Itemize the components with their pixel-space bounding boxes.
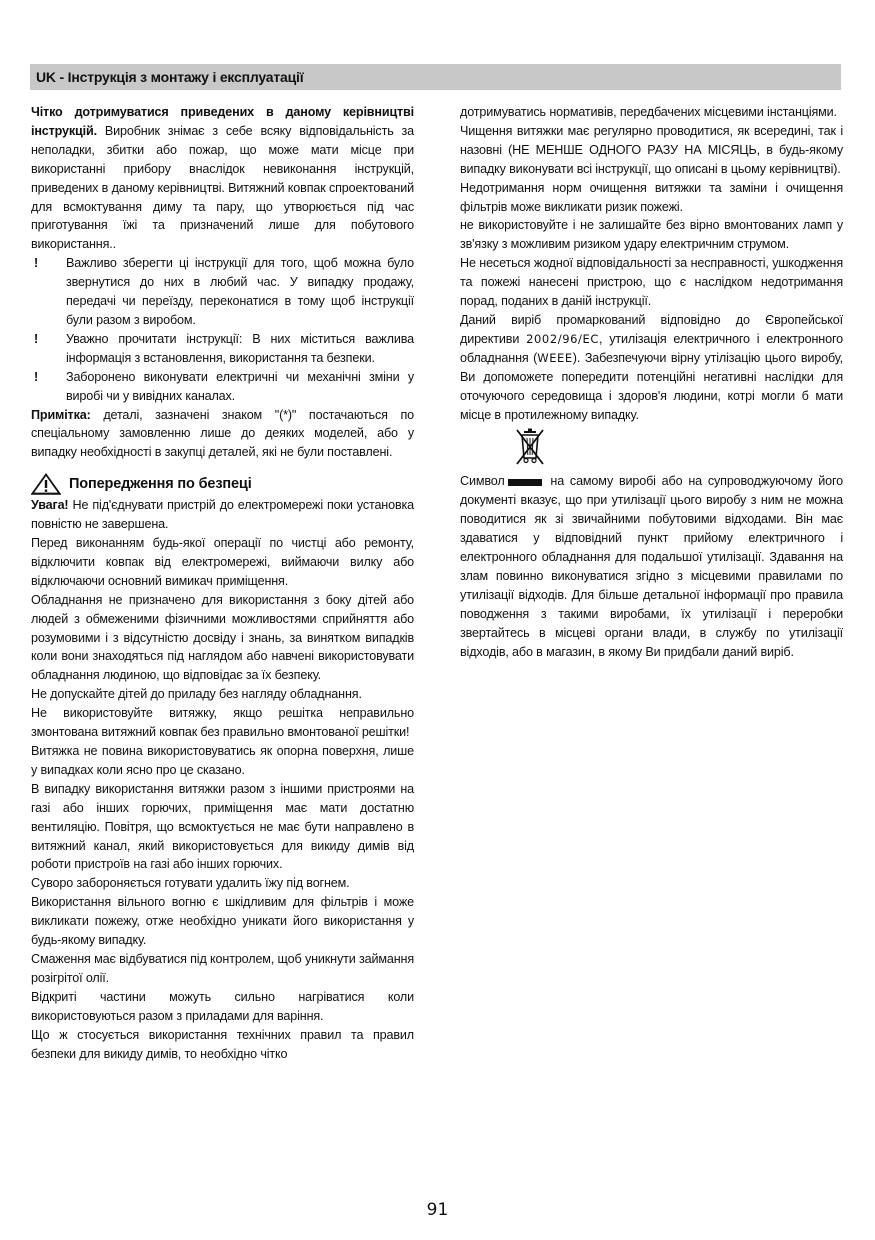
safety-heading xyxy=(31,472,414,496)
safety-paragraph: Не використовуйте витяжку, якщо решітка неправильно змонтована витяжний ковпак без правильно вмонтованої решітки! xyxy=(31,706,414,740)
safety-paragraph: Обладнання не призначено для використання з боку дітей або людей з обмеженими фізичними можливостями сприйняття або розумовими і з відсутністю досвіду і знань, за винятком випадків коли вони знаходяться під наглядом або навчені використовувати обладнання людиною, що відповідає за їх безпеку. xyxy=(31,592,414,683)
bullet-text: Важливо зберегти ці інструкції для того, щоб можна було звернутися до них в любий час. У випадку продажу, передачі чи переїзду, переконатися в тому щоб інструкції були разом з виробом. xyxy=(66,256,414,327)
body-paragraph: Чищення витяжки має регулярно проводитися, як всередині, так і назовні (НЕ МЕНШЕ ОДНОГО РАЗУ НА МІСЯЦЬ, в будь-якому випадку виконувати всі інструкції, що описані в цьому керівництві). xyxy=(460,123,843,176)
bullet-text: Заборонено виконувати електричні чи механічні зміни у виробі чи у вивідних каналах. xyxy=(66,369,414,403)
right-column xyxy=(460,103,843,661)
symbol-paragraph xyxy=(460,472,843,661)
symbol-text: на самому виробі або на супроводжуючому його документі вказує, що при утилізації цього виробу з ним не можна поводитися як зі звичайними побутовими відходами. Він має здаватися у відповідний пункт прийому електричного і електронного обладнання для подальшої утилізації. Здавання на злам повинно виконуватися згідно з місцевими правилами по утилізації відходів. Для більше детальної інформації про правила поводження з такими виробами, їх утилізації і переробки звертайтесь в місцеві органи влади, в службу по утилізації відходів, або в магазин, в якому Ви придбали даний виріб. xyxy=(460,474,843,659)
weee-text: Даний виріб промаркований відповідно до Європейської директиви xyxy=(460,312,843,346)
safety-paragraph: Перед виконанням будь-якої операції по чистці або ремонту, відключити ковпак від електромережі, виймаючи вилку або відключаючи основний вимикач приміщення. xyxy=(31,536,414,588)
crossed-bin-icon xyxy=(515,426,545,468)
bullet-text: Уважно прочитати інструкції: В них міститься важлива інформація з встановлення, використання та безпеки. xyxy=(66,331,414,365)
bullet-item xyxy=(31,330,414,368)
symbol-word: Символ xyxy=(460,474,505,489)
warning-label: Увага! xyxy=(31,498,69,513)
body-paragraph: Не несеться жодної відповідальності за несправності, ушкодження та пожежі нанесені пристрою, що є наслідком недотримання порад, поданих в даній інструкції. xyxy=(460,256,843,309)
body-paragraph: Недотримання норм очищення витяжки та заміни і очищення фільтрів може викликати ризик пожежі. xyxy=(460,180,843,214)
section-header-bar xyxy=(30,64,841,90)
exclamation-icon: ! xyxy=(34,369,39,384)
warning-text: Не під'єднувати пристрій до електромережі поки установка повністю не завершена. xyxy=(31,498,414,532)
directive-code: 2002/96/EC xyxy=(526,331,600,346)
body-paragraph: дотримуватись нормативів, передбачених місцевими інстанціями. xyxy=(460,105,837,119)
weee-text: , утилізація електричного і електронного обладнання ( xyxy=(460,331,843,365)
left-column xyxy=(31,103,414,1063)
safety-paragraph: Витяжка не повина використовуватись як опорна поверхня, лише у випадках коли ясно про це сказано. xyxy=(31,744,414,777)
bullet-item xyxy=(31,368,414,406)
exclamation-icon: ! xyxy=(34,331,39,346)
safety-paragraph: Що ж стосується використання технічних правил та правил безпеки для викиду димів, то необхідно чітко xyxy=(31,1027,414,1061)
safety-paragraph: В випадку використання витяжки разом з іншими пристроями на газі або інших горючих, приміщення має мати достатню вентиляцію. Повітря, що всмоктується не має бути направлено в витяжний канал, який використовується для викиду димів від роботи пристроїв на газі або інших горючих. xyxy=(31,781,414,872)
page-number: 91 xyxy=(426,1200,449,1220)
intro-text: Виробник знімає з себе всяку відповідальність за неполадки, збитки або пожар, що може мати місце при використанні прибору внаслідок невиконання інструкцій, приведених в даному керівництві. Витяжний ковпак спроектований для всмоктування диму та пару, що утворюється під час приготування їжі та призначений лише для побутового використання.. xyxy=(31,123,414,252)
note-paragraph xyxy=(31,406,414,463)
safety-paragraph: Суворо забороняється готувати удалить їжу під вогнем. xyxy=(31,876,350,891)
intro-paragraph xyxy=(31,103,414,254)
safety-heading-text: Попередження по безпеці xyxy=(69,475,252,492)
weee-paragraph xyxy=(460,311,843,424)
weee-symbol-block xyxy=(460,426,843,470)
note-label: Примітка: xyxy=(31,407,91,422)
black-bar-symbol-icon xyxy=(508,479,542,486)
exclamation-icon: ! xyxy=(34,256,39,271)
bullet-item xyxy=(31,254,414,330)
warning-paragraph xyxy=(31,496,414,534)
intro-bold: Чітко дотримуватися приведених в даному керівництві інструкцій. xyxy=(31,105,414,138)
weee-text: ). Забезпечуючи вірну утілізацію цього виробу, Ви допоможете попередити потенційні негативні наслідки для оточуючого середовища і здоров'я людини, котрі могли б мати місце в протилежному випадку. xyxy=(460,350,843,422)
safety-paragraph: Відкриті частини можуть сильно нагріватися коли використовуються разом з приладами для варіння. xyxy=(31,989,414,1023)
warning-triangle-icon xyxy=(31,473,61,495)
safety-paragraph: Використання вільного вогню є шкідливим для фільтрів і може викликати пожежу, отже необхідно уникати його використання у будь-якому випадку. xyxy=(31,895,414,948)
page-title: UK - Інструкція з монтажу і експлуатації xyxy=(36,69,304,85)
note-text: деталі, зазначені знаком "(*)" постачаються по спеціальному замовленню лише до деяких моделей, або у випадку необхідності в закупці деталей, які не були поставлені. xyxy=(31,407,414,460)
safety-paragraph: Смаження має відбуватися під контролем, щоб уникнути займання розігрітої олії. xyxy=(31,951,414,985)
weee-abbr: WEEE xyxy=(537,350,573,365)
safety-paragraph: Не допускайте дітей до приладу без нагляду обладнання. xyxy=(31,687,362,702)
body-paragraph: не використовуйте і не залишайте без вірно вмонтованих ламп у зв'язку з можливим ризиком удару електричним струмом. xyxy=(460,218,843,252)
